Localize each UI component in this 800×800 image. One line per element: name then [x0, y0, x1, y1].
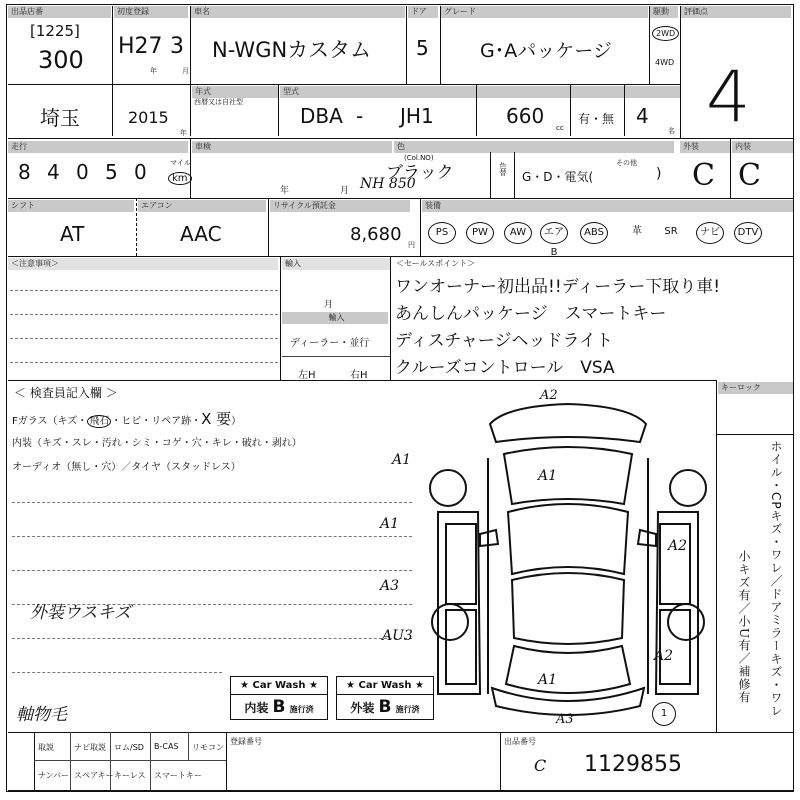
damage-mark: A1 [380, 516, 400, 532]
label-import-2: 輸入 [282, 312, 388, 324]
interior-score: C [738, 158, 761, 193]
divider [282, 356, 390, 357]
doors-value: 5 [416, 36, 429, 60]
label-import: 輸入 [282, 258, 390, 270]
equipment-item: AW [504, 222, 532, 244]
label-mileage: 走行 [8, 141, 188, 153]
note-line [12, 672, 222, 673]
equipment-item: ABS [580, 222, 608, 244]
label-lot-no: 出品番号 [504, 737, 536, 746]
divider [190, 138, 191, 198]
divider [680, 6, 681, 139]
glass-mark: X 要 [201, 410, 232, 428]
note-line [10, 290, 278, 291]
divider [34, 732, 35, 792]
divider [406, 6, 407, 84]
aircon-value: AAC [180, 222, 222, 246]
divider [440, 6, 441, 84]
inspector-title: ＜ 検査員記入欄 ＞ [14, 386, 118, 400]
divider [716, 434, 794, 435]
car-wash-grade [337, 695, 433, 722]
divider [34, 760, 226, 761]
label-interior: 内装 [732, 141, 794, 153]
grade-value: G･Aパッケージ [480, 40, 612, 62]
divider [280, 256, 281, 380]
equipment-item: エアB [540, 222, 568, 244]
wash-note: 施行済 [395, 705, 420, 714]
equipment-item: PW [466, 222, 494, 244]
sale-point-1: ワンオーナー初出品!!ディーラー下取り車! [395, 277, 721, 297]
label-first-registration: 初度登録 [114, 6, 188, 18]
damage-mark: A1 [538, 468, 558, 484]
label-venue: 出品店番 [8, 6, 111, 18]
lot-no-value: 1129855 [584, 752, 682, 777]
divider [150, 732, 151, 792]
side-note-2: 小キズ有／小U有／補修有 [737, 550, 751, 705]
option-item: リモコン [192, 743, 224, 752]
wash-part: 外装 [350, 701, 375, 715]
color-no-label: (Col.NO) [404, 154, 434, 162]
turbo: 有・無 [578, 112, 615, 126]
recycle-unit: 円 [408, 241, 415, 249]
glass-rest: ・ヒビ・リペア跡・ [111, 416, 202, 427]
divider [226, 732, 227, 792]
option-item: スペアキー [74, 771, 114, 780]
mileage-digit: 4 [47, 160, 60, 184]
divider [476, 84, 477, 136]
import-month: 月 [324, 300, 334, 310]
inspection-month: 月 [340, 186, 350, 196]
label-reg-no: 登録番号 [230, 737, 262, 746]
label-key-lock: キーロック [718, 382, 794, 394]
sale-point-4: クルーズコントロール VSA [395, 358, 615, 378]
label-notes: ＜注意事項＞ [8, 258, 278, 270]
era-year: H27 [118, 34, 163, 59]
label-exterior: 外装 [680, 141, 730, 153]
divider [490, 152, 491, 198]
mileage-digit: 0 [134, 160, 147, 184]
note-line [10, 338, 278, 339]
divider [8, 256, 794, 257]
divider [188, 732, 189, 760]
note-line [12, 536, 412, 537]
note-line [10, 314, 278, 315]
option-item: スマートキー [154, 771, 202, 780]
displacement: 660 [506, 104, 545, 128]
label-shift: シフト [8, 200, 134, 212]
label-drive: 駆動 [650, 6, 678, 18]
note-line [10, 362, 278, 363]
divider [716, 380, 717, 732]
seats-unit: 名 [668, 127, 675, 135]
glass-chip: 飛石 [89, 416, 110, 427]
equipment-item: 革 [632, 226, 642, 237]
option-item: ロム/SD [114, 743, 144, 752]
divider [8, 790, 794, 791]
label-model-year: 年式 [192, 86, 278, 98]
label-color: 色 [394, 141, 674, 153]
car-wash-title: ★ Car Wash ★ [337, 677, 433, 695]
divider [8, 380, 716, 381]
damage-mark: A2 [540, 388, 558, 403]
divider [136, 198, 137, 256]
divider [500, 732, 501, 792]
divider [730, 138, 731, 198]
divider [268, 198, 269, 256]
label-car-name: 車名 [191, 6, 405, 18]
divider [110, 732, 111, 792]
glass-prefix: Fガラス（キズ・ [12, 416, 88, 427]
mileage-digit: 8 [18, 160, 31, 184]
region: 埼玉 [40, 106, 80, 130]
option-item: ナンバー [38, 771, 70, 780]
note-line [12, 638, 412, 639]
circle-mark: 1 [652, 702, 676, 726]
inspector-line-audio: オーディオ（無し・穴）／タイヤ（スタッドレス） [12, 462, 241, 473]
damage-mark: AU3 [382, 628, 413, 644]
car-wash-title: ★ Car Wash ★ [231, 677, 327, 695]
fuel-other: その他 [616, 159, 637, 167]
month-unit: 月 [182, 67, 189, 75]
color-text: ブラック [386, 163, 454, 183]
cc-unit: cc [556, 124, 564, 132]
label-inspection: 車検 [192, 141, 392, 153]
mileage-digit: 5 [105, 160, 118, 184]
divider [8, 732, 794, 733]
recycle-value: 8,680 [350, 224, 402, 245]
wash-grade: B [272, 697, 286, 717]
shift-value: AT [60, 222, 85, 246]
divider [8, 84, 680, 85]
inspector-line-glass [12, 408, 241, 429]
label-grade: グレード [441, 6, 648, 18]
color-change-label: 色替 [499, 162, 507, 176]
year-unit: 年 [150, 67, 157, 75]
label-model-type: 型式 [280, 86, 680, 98]
equipment-item: ナビ [696, 222, 724, 244]
option-item: キーレス [114, 771, 146, 780]
hand-note-2: 軸物毛 [16, 705, 67, 725]
divider [8, 198, 794, 199]
label-aircon: エアコン [138, 200, 266, 212]
divider [70, 732, 71, 792]
model-year-note: 西暦又は自社型 [194, 98, 243, 106]
glass-end: ） [231, 416, 242, 427]
mileage-unit-km: km [168, 172, 192, 185]
inspector-line-interior: 内装（キズ・スレ・汚れ・シミ・コゲ・穴・キレ・破れ・剥れ） [12, 438, 302, 449]
label-equipment: 装備 [422, 200, 794, 212]
score-value: 4 [706, 56, 751, 138]
label-score: 評価点 [681, 6, 791, 18]
damage-mark: A1 [392, 452, 412, 468]
fuel-type: G・D・電気( [522, 170, 594, 184]
model-year-unit: 年 [180, 129, 187, 137]
equipment-item: DTV [734, 222, 762, 244]
wash-note: 施行済 [289, 705, 314, 714]
equipment-item: SR [664, 226, 678, 237]
hand-note-exterior: 外装ウスキズ [30, 603, 132, 623]
divider [570, 84, 571, 136]
divider [112, 6, 113, 136]
damage-mark: A3 [380, 578, 400, 594]
option-item: 取説 [38, 743, 54, 752]
mileage-digit: 0 [76, 160, 89, 184]
divider [624, 84, 625, 136]
wash-grade: B [378, 697, 392, 717]
note-line [12, 502, 412, 503]
first-reg-month: 3 [170, 34, 184, 59]
lot-number: 300 [38, 46, 84, 74]
drive-2wd: 2WD [652, 26, 679, 41]
option-item: ナビ取説 [74, 743, 106, 752]
car-wash-exterior [336, 676, 434, 720]
car-wash-interior [230, 676, 328, 720]
damage-mark: A2 [654, 648, 674, 664]
equipment-item: PS [428, 222, 456, 244]
exterior-score: C [692, 158, 715, 193]
wash-part: 内装 [244, 701, 269, 715]
lot-prefix: [1225] [30, 22, 80, 40]
car-name: N-WGNカスタム [212, 38, 372, 62]
note-line [12, 570, 412, 571]
divider [420, 198, 421, 256]
sale-point-2: あんしんパッケージ スマートキー [395, 304, 667, 324]
sale-point-3: ディスチャージヘッドライト [395, 331, 613, 351]
model-prefix: DBA [300, 104, 343, 128]
damage-mark: A1 [538, 672, 558, 688]
label-recycle: リサイクル預託金 [270, 200, 410, 212]
option-item: B-CAS [154, 742, 179, 751]
model-dash: - [356, 104, 364, 128]
side-note-1: ホイル・CPキズ・ワレ／ドアミラーキズ・ワレ [769, 440, 783, 718]
seats: 4 [636, 104, 649, 128]
footer-mark: C [534, 756, 547, 775]
label-sale-points: ＜セールスポイント＞ [396, 259, 476, 268]
divider [390, 256, 391, 380]
fuel-close: ) [656, 166, 662, 182]
label-doors: ドア [408, 6, 438, 18]
left-hand: 左H [298, 370, 316, 381]
model-year: 2015 [128, 108, 169, 127]
drive-4wd: 4WD [655, 58, 675, 67]
divider [278, 84, 279, 136]
divider [514, 152, 515, 198]
damage-mark: A2 [668, 538, 688, 554]
divider [649, 6, 650, 84]
inspection-year: 年 [280, 186, 290, 196]
model-code: JH1 [400, 104, 434, 128]
mileage-unit-mile: マイル [170, 159, 191, 167]
car-wash-grade [231, 695, 327, 722]
damage-mark: A3 [556, 712, 574, 727]
color-code: NH 850 [360, 176, 416, 192]
dealer-parallel: ディーラー・並行 [290, 338, 370, 349]
right-hand: 右H [350, 370, 368, 381]
car-diagram [418, 384, 714, 728]
divider [8, 138, 794, 139]
divider [190, 6, 191, 136]
